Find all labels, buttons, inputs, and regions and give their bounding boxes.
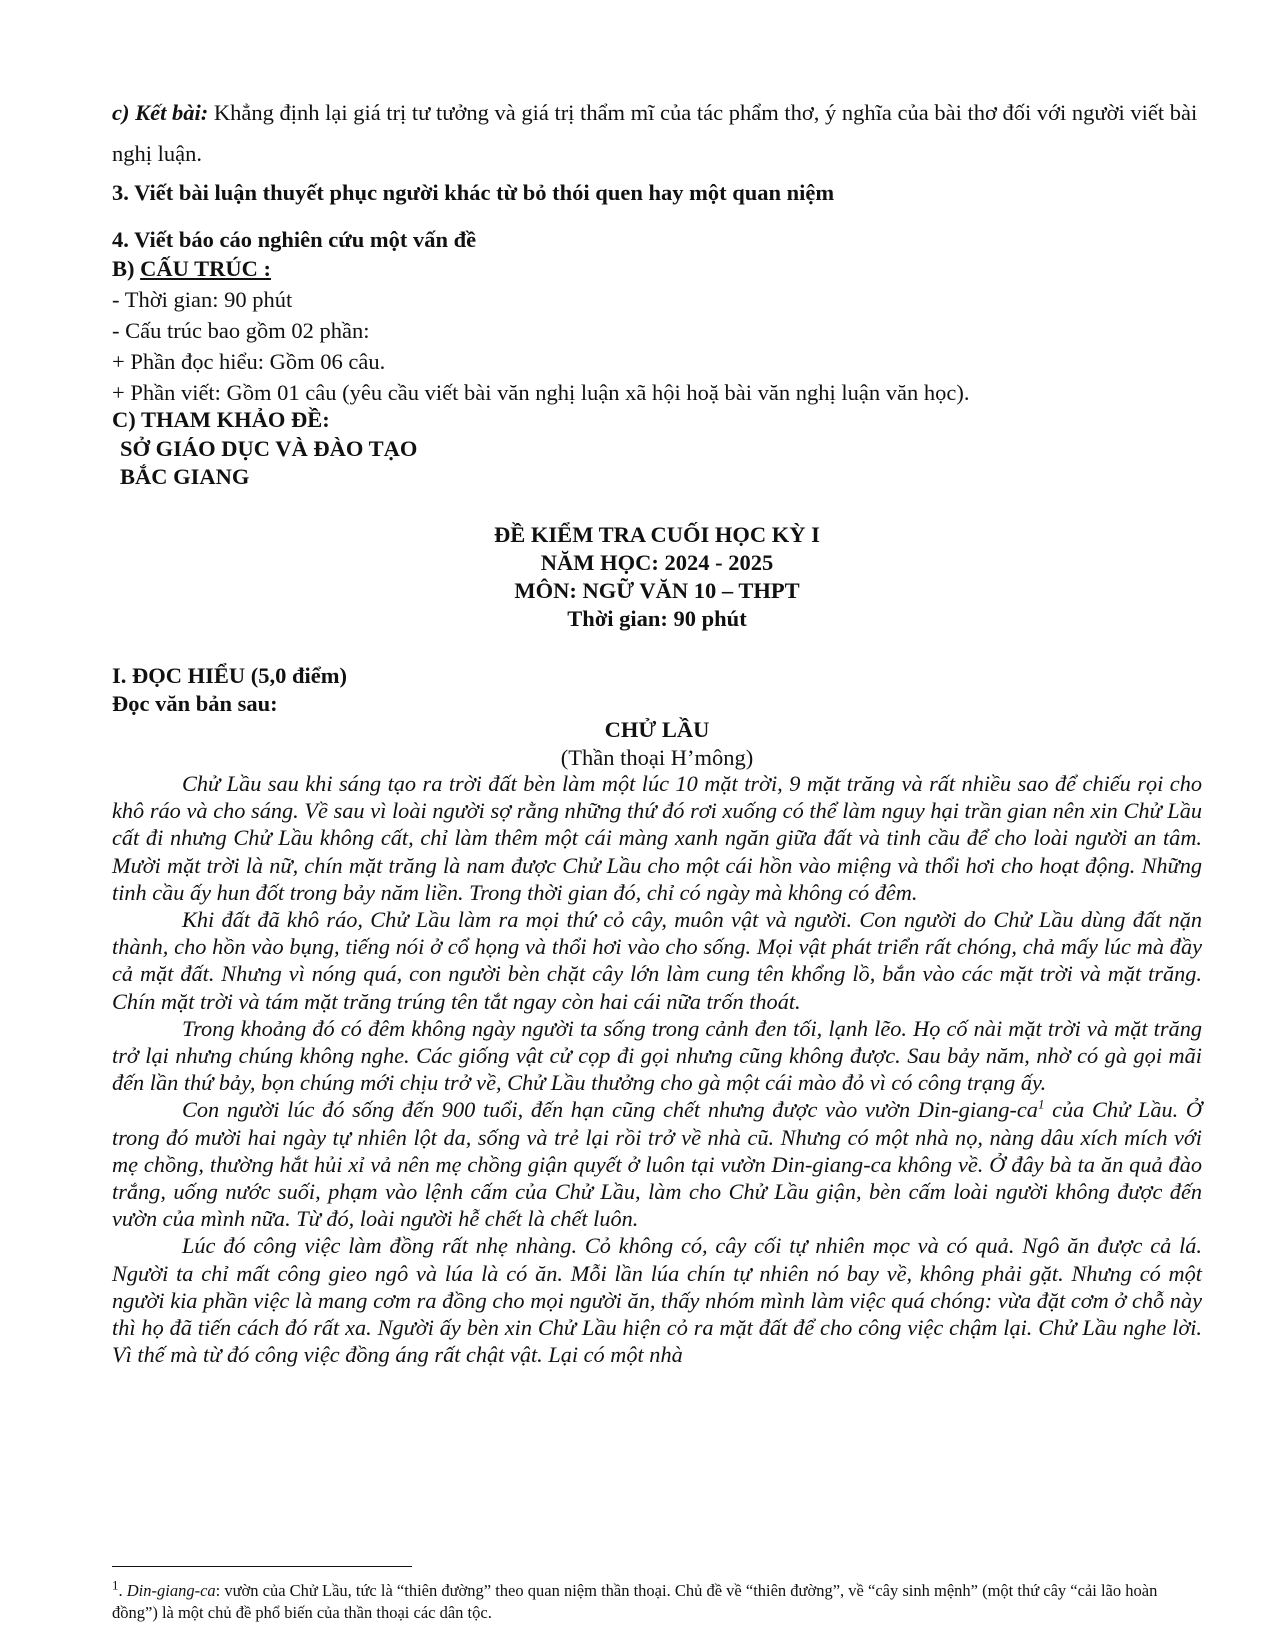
story-subtitle: (Thần thoại H’mông) xyxy=(560,745,754,770)
tham-khao-heading: C) THAM KHẢO ĐỀ: xyxy=(112,407,330,432)
exam-year: NĂM HỌC: 2024 - 2025 xyxy=(540,550,774,575)
story-heading xyxy=(112,716,1202,772)
item-3-heading: 3. Viết bài luận thuyết phục người khác từ bỏ thói quen hay một quan niệm xyxy=(112,180,835,205)
exam-subject: MÔN: NGỮ VĂN 10 – THPT xyxy=(514,578,800,603)
footnote-text: : vườn của Chử Lầu, tức là “thiên đường” theo quan niệm thần thoại. Chủ đề về “thiên đường”, về “cây sinh mệnh” (một thứ cây “cải lão hoàn đồng”) là một chủ đề phổ biến của thần thoại các dân tộc. xyxy=(112,1581,1158,1622)
so-line: SỞ GIÁO DỤC VÀ ĐÀO TẠO xyxy=(120,436,418,461)
ket-bai-paragraph xyxy=(112,92,1202,174)
ket-bai-label: c) Kết bài: xyxy=(112,100,209,125)
so-line: BẮC GIANG xyxy=(120,464,250,489)
ket-bai-text: Khẳng định lại giá trị tư tưởng và giá trị thẩm mĩ của tác phẩm thơ, ý nghĩa của bài thơ đối với người viết bài nghị luận. xyxy=(112,100,1198,166)
cau-truc-heading xyxy=(112,253,1202,284)
p4-text-b: của Chử Lầu. Ở trong đó mười hai ngày tự nhiên lột da, sống và trẻ lại rồi trở về nhà cũ. Nhưng có một nhà nọ, nàng dâu xích mích với mẹ chồng, thường hắt hủi xỉ vả nên mẹ chồng giận quyết ở luôn tại vườn Din-giang-ca không về. Ở đây bà ta ăn quả đào trắng, uống nước suối, phạm vào lệnh cấm của Chử Lầu, làm cho Chử Lầu giận, bèn cấm loài người không được đến vườn của mình nữa. Từ đó, loài người hễ chết là chết luôn. xyxy=(112,1097,1202,1232)
section-heading: I. ĐỌC HIỂU (5,0 điểm) xyxy=(112,663,347,688)
cau-truc-line: - Thời gian: 90 phút xyxy=(112,287,293,312)
story-paragraph: Chử Lầu sau khi sáng tạo ra trời đất bèn làm một lúc 10 mặt trời, 9 mặt trăng và rất nhiều sao để chiếu rọi cho khô ráo và cho sáng. Về sau vì loài người sợ rằng những thứ đó rơi xuống có thể làm nguy hại trần gian nên xin Chử Lầu cất đi nhưng Chử Lầu không cất, chỉ làm thêm một cái màng xanh ngăn giữa đất và tinh cầu để cho loài người an tâm. Mười mặt trời là nữ, chín mặt trăng là nam được Chử Lầu cho một cái hồn vào miệng và thổi hơi cho hoạt động. Những tinh cầu ấy hun đốt trong bảy năm liền. Trong thời gian đó, chỉ có ngày mà không có đêm. xyxy=(112,771,1202,905)
cau-truc-prefix: B) xyxy=(112,256,141,281)
footnote-ref: 1 xyxy=(1037,1097,1045,1113)
doc-hieu-block xyxy=(112,662,1202,718)
footnote: $^1$. Din-giang-ca: vườn của Chử Lầu, tức là “thiên đường” theo quan niệm thần thoại. Chủ đề về “thiên đường”, về “cây sinh mệnh” (một thứ cây “cải lão hoàn đồng”) là một chủ đề phổ biến của thần thoại các dân tộc. xyxy=(112,1577,1158,1622)
cau-truc-line: - Cấu trúc bao gồm 02 phần: xyxy=(112,318,370,343)
story-paragraph: Trong khoảng đó có đêm không ngày người ta sống trong cảnh đen tối, lạnh lẽo. Họ cố nài mặt trời và mặt trăng trở lại nhưng chúng không nghe. Các giống vật cử cọp đi gọi nhưng cũng không được. Sau bảy năm, nhờ có gà gọi mãi đến lần thứ bảy, bọn chúng mới chịu trở về, Chử Lầu thưởng cho gà một cái mào đỏ vì có công trạng ấy. xyxy=(112,1015,1202,1096)
cau-truc-section xyxy=(112,253,1202,408)
footnote-term: Din-giang-ca xyxy=(126,1581,216,1600)
story-title: CHỬ LẦU xyxy=(604,717,710,742)
footnote-divider xyxy=(112,1566,412,1567)
story-paragraph: Lúc đó công việc làm đồng rất nhẹ nhàng. Cỏ không có, cây cối tự nhiên mọc và có quả. Ngô ăn được cả lá. Người ta chỉ mất công gieo ngô và lúa là có ăn. Mỗi lần lúa chín tự nhiên nó bay về, không phải gặt. Nhưng có một người kia phần việc là mang cơm ra đồng cho mọi người ăn, thấy nhóm mình làm việc quá chóng: vừa đặt cơm ở chỗ này thì họ đã tiến cách đó rất xa. Người ấy bèn xin Chử Lầu hiện cỏ ra mặt đất để cho công việc chậm lại. Chử Lầu nghe lời. Vì thế mà từ đó công việc đồng áng rất chật vật. Lại có một nhà xyxy=(112,1233,1202,1368)
p4-text-a: Con người lúc đó sống đến 900 tuổi, đến hạn cũng chết nhưng được vào vườn Din-giang-ca xyxy=(182,1097,1038,1123)
read-instruction: Đọc văn bản sau: xyxy=(112,691,278,716)
so-giao-duc-block xyxy=(120,435,1210,491)
story-text xyxy=(112,770,1202,1368)
cau-truc-line: + Phần đọc hiểu: Gồm 06 câu. xyxy=(112,349,386,374)
exam-title: ĐỀ KIỂM TRA CUỐI HỌC KỲ I xyxy=(494,522,820,547)
exam-time: Thời gian: 90 phút xyxy=(567,606,747,631)
item-4-heading: 4. Viết báo cáo nghiên cứu một vấn đề xyxy=(112,227,477,252)
story-paragraph: Khi đất đã khô ráo, Chử Lầu làm ra mọi thứ cỏ cây, muôn vật và người. Con người do Chử Lầu dùng đất nặn thành, cho hồn vào bụng, tiếng nói ở cổ họng và thổi hơi vào cho sống. Mọi vật phát triển rất chóng, chả mấy lúc mà đầy cả mặt đất. Nhưng vì nóng quá, con người bèn chặt cây lớn làm cung tên khổng lồ, bắn vào các mặt trời và mặt trăng. Chín mặt trời và tám mặt trăng trúng tên tắt ngay còn hai cái nữa trốn thoát. xyxy=(112,907,1202,1014)
cau-truc-title: CẤU TRÚC : xyxy=(140,256,271,281)
footnote-number: 1 xyxy=(112,1577,119,1593)
story-paragraph xyxy=(112,1096,1202,1232)
exam-header xyxy=(112,521,1202,633)
cau-truc-line: + Phần viết: Gồm 01 câu (yêu cầu viết bài văn nghị luận xã hội hoặ bài văn nghị luận văn học). xyxy=(112,380,970,405)
